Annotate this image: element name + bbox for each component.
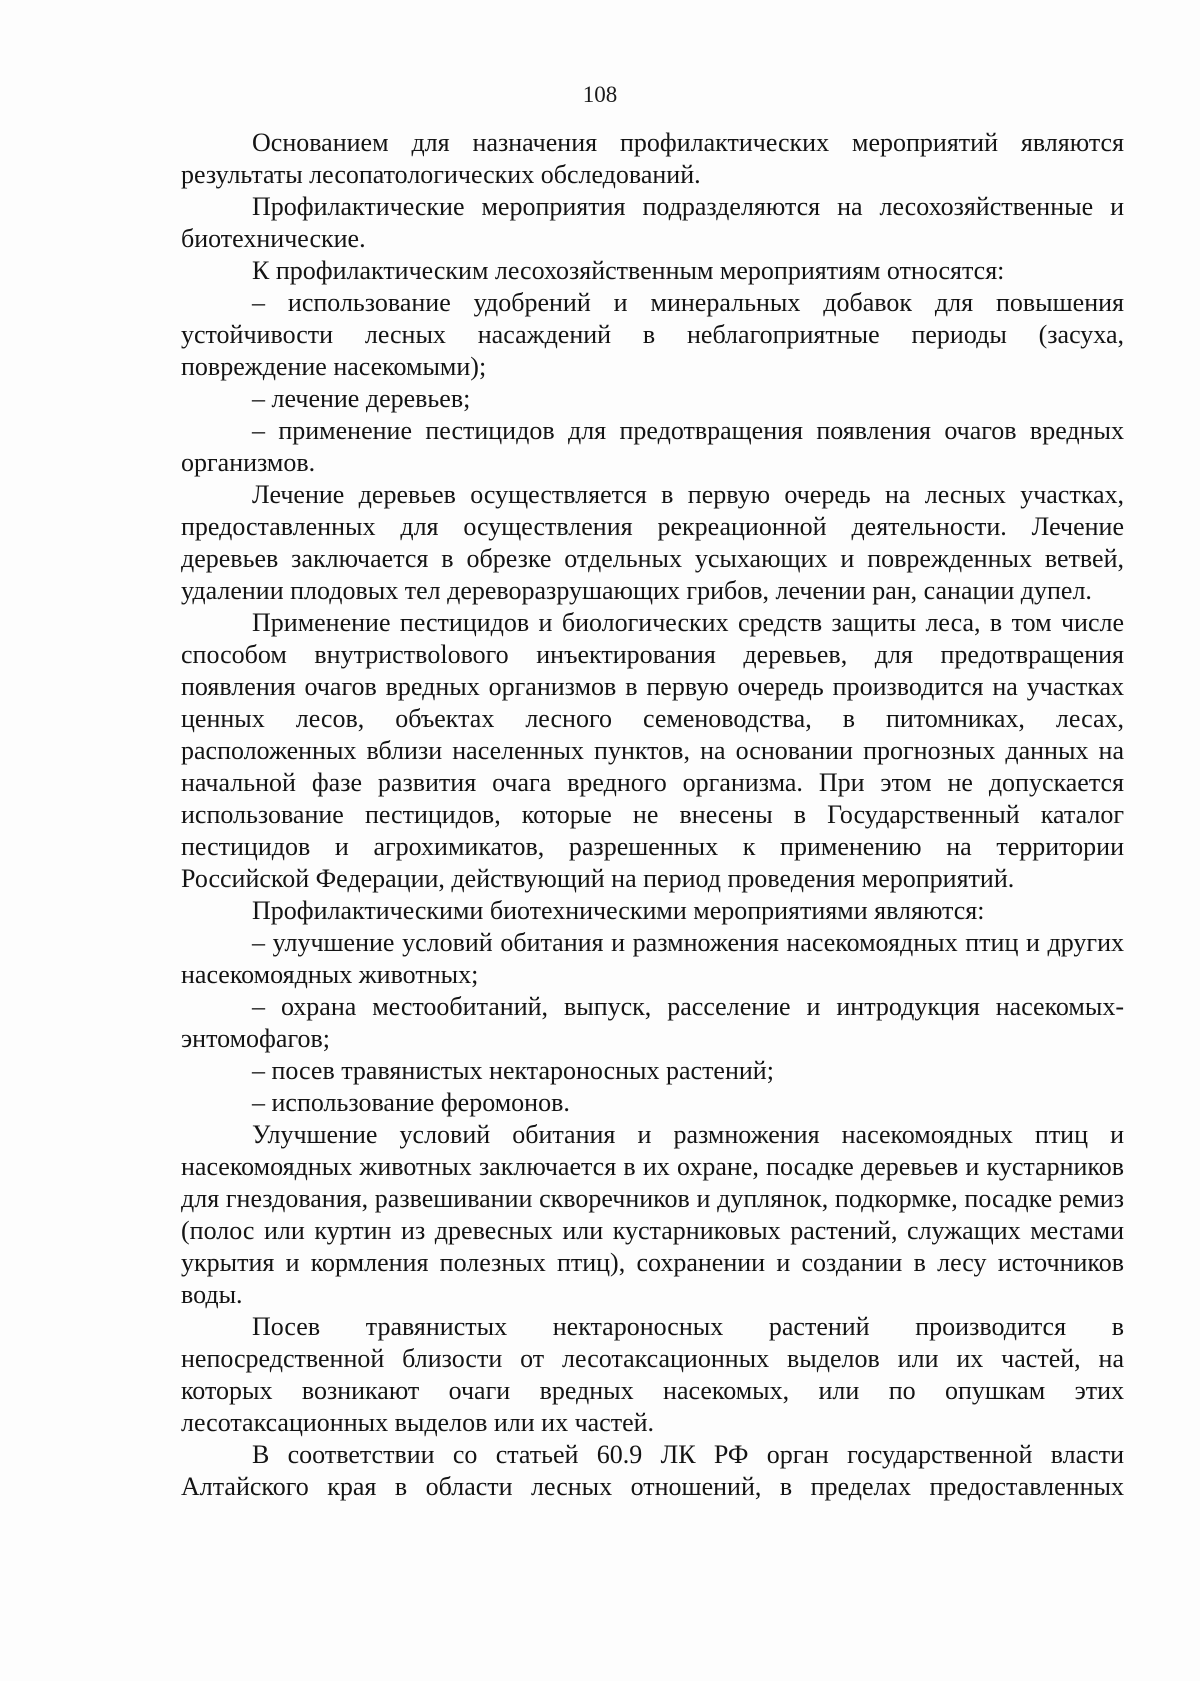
paragraph: Применение пестицидов и биологических средств защиты леса, в том числе способом внутриствolового инъектирования деревьев, для предотвращения появления очагов вредных организмов в первую очередь производится на участках ценных лесов, объектах лесного семеноводства, в питомниках, лесах, расположенных вблизи населенных пунктов, на основании прогнозных данных на начальной фазе развития очага вредного организма. При этом не допускается использование пестицидов, которые не внесены в Государственный каталог пестицидов и агрохимикатов, разрешенных к применению на территории Российской Федерации, действующий на период проведения мероприятий. [181,608,1124,893]
paragraph: Основанием для назначения профилактических мероприятий являются результаты лесопатологических обследований. [181,128,1124,189]
page-number: 108 [582,82,618,107]
list-item: – охрана местообитаний, выпуск, расселение и интродукция насекомых-энтомофагов; [181,992,1124,1053]
paragraph: Посев травянистых нектароносных растений производится в непосредственной близости от лесотаксационных выделов или их частей, на которых возникают очаги вредных насекомых, или по опушкам этих лесотаксационных выделов или их частей. [181,1312,1124,1437]
list-item: – улучшение условий обитания и размножения насекомоядных птиц и других насекомоядных животных; [181,928,1124,989]
list-item: – использование феромонов. [252,1088,570,1117]
body-text [181,127,1124,1503]
paragraph: Улучшение условий обитания и размножения насекомоядных птиц и насекомоядных животных заключается в их охране, посадке деревьев и кустарников для гнездования, развешивании скворечников и дуплянок, подкормке, посадке ремиз (полос или куртин из древесных или кустарниковых растений, служащих местами укрытия и кормления полезных птиц), сохранении и создании в лесу источников воды. [181,1120,1124,1309]
list-item: – лечение деревьев; [252,384,471,413]
list-item: – использование удобрений и минеральных добавок для повышения устойчивости лесных насаждений в неблагоприятные периоды (засуха, повреждение насекомыми); [181,288,1124,381]
list-item: – применение пестицидов для предотвращения появления очагов вредных организмов. [181,416,1124,477]
paragraph: К профилактическим лесохозяйственным мероприятиям относятся: [252,256,1005,285]
paragraph: Профилактические мероприятия подразделяются на лесохозяйственные и биотехнические. [181,192,1124,253]
list-item: – посев травянистых нектароносных растений; [252,1056,774,1085]
paragraph: В соответствии со статьей 60.9 ЛК РФ орган государственной власти Алтайского края в области лесных отношений, в пределах предоставленных [181,1440,1124,1501]
paragraph: Профилактическими биотехническими мероприятиями являются: [252,896,985,925]
paragraph: Лечение деревьев осуществляется в первую очередь на лесных участках, предоставленных для осуществления рекреационной деятельности. Лечение деревьев заключается в обрезке отдельных усыхающих и поврежденных ветвей, удалении плодовых тел дереворазрушающих грибов, лечении ран, санации дупел. [181,480,1124,605]
